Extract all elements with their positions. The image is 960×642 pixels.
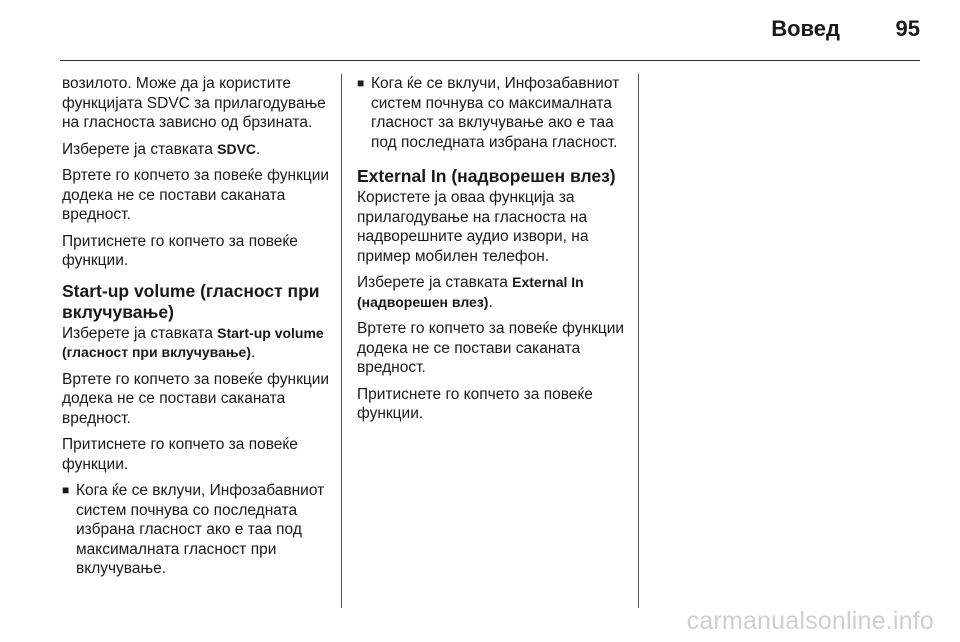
column-divider (638, 74, 639, 608)
bullet-text: Кога ќе се вклучи, Инфозабавниот систем почнува со последната избрана гласност ако е таа под максималната гласност при вклучување. (76, 482, 325, 577)
bullet-item (62, 481, 332, 579)
paragraph-text: Изберете ја ставката (62, 324, 218, 342)
paragraph: Користете ја оваа функција за прилагодување на гласноста на надворешните аудио извори, на пример мобилен телефон. (357, 189, 589, 265)
left-column (62, 74, 332, 586)
menu-item-ref: Start-up volume (гласност при вклучување) (62, 324, 324, 360)
paragraph: Притиснете го копчето за повеќе функции. (357, 385, 593, 422)
paragraph: Притиснете го копчето за повеќе функции. (62, 232, 298, 269)
paragraph-text: . (251, 344, 256, 361)
paragraph: Вртете го копчето за повеќе функции додека не се постави саканата вредност. (357, 320, 625, 376)
paragraph: возилото. Може да ја користите функцијата SDVC за прилагодување на гласноста зависно од брзината. (62, 75, 326, 131)
watermark: carmanualsonline.info (686, 607, 934, 635)
paragraph (62, 324, 332, 363)
paragraph (62, 140, 332, 160)
menu-item-ref: External In (надворешен влез) (357, 274, 584, 310)
section-heading-external-in: External In (надворешен влез) (357, 166, 616, 186)
paragraph-text: . (488, 293, 493, 311)
middle-column (357, 74, 629, 431)
bullet-square-icon: ■ (357, 76, 365, 90)
page-header (60, 0, 920, 61)
menu-item-ref: SDVC (217, 140, 257, 157)
bullet-item (357, 74, 629, 152)
paragraph-text: . (256, 140, 261, 158)
section-heading-startup-volume: Start-up volume (гласност при вклучување) (62, 280, 320, 322)
page-number: 95 (895, 16, 920, 41)
paragraph: Вртете го копчето за повеќе функции додека не се постави саканата вредност. (62, 370, 330, 427)
page-title: Вовед (771, 16, 840, 41)
paragraph (357, 273, 629, 312)
paragraph-text: Изберете ја ставката (62, 140, 218, 158)
paragraph: Вртете го копчето за повеќе функции додека не се постави саканата вредност. (62, 167, 330, 223)
bullet-text: Кога ќе се вклучи, Инфозабавниот систем почнува со максималната гласност за вклучување ако е таа под последната избрана гласност. (371, 75, 620, 151)
paragraph: Притиснете го копчето за повеќе функции. (62, 436, 298, 473)
bullet-square-icon: ■ (62, 483, 70, 497)
header-divider (60, 60, 920, 61)
paragraph-text: Изберете ја ставката (357, 274, 513, 291)
column-divider (341, 74, 342, 608)
